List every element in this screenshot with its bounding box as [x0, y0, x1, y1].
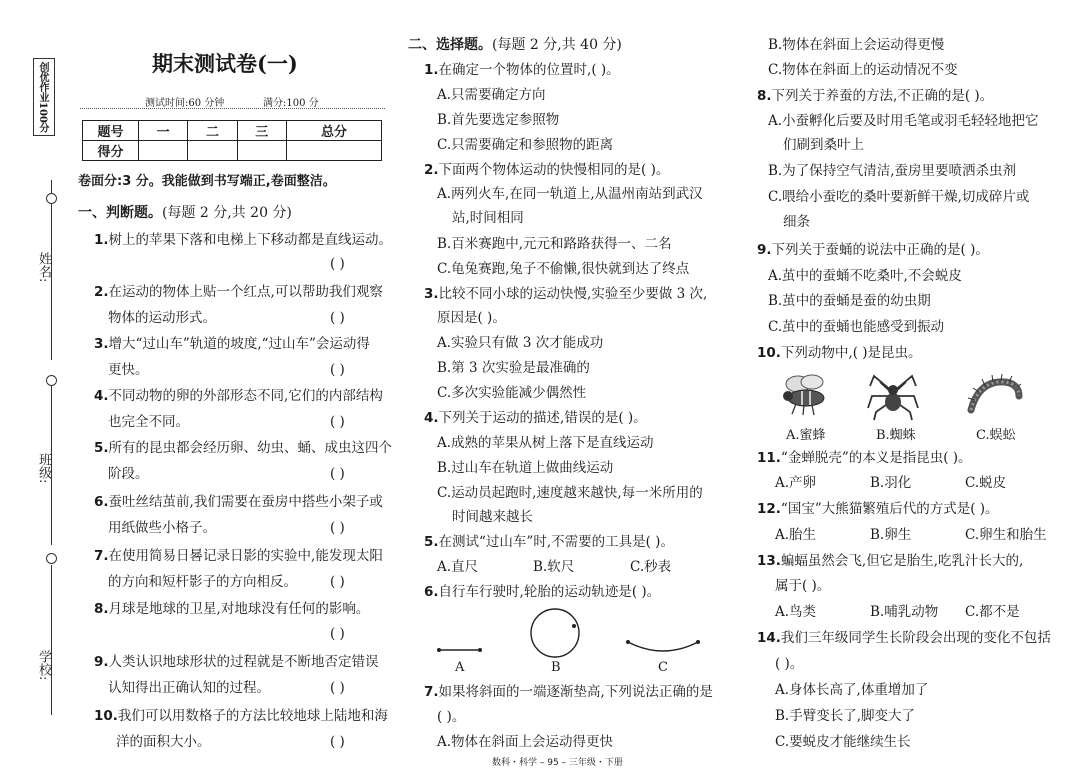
- judge-q10-line2: 洋的面积大小。: [116, 734, 211, 750]
- choice-q9-option-a[interactable]: A.茧中的蚕蛹不吃桑叶,不会蜕皮: [768, 268, 962, 284]
- spider-head: [888, 385, 898, 395]
- bee-illustration: [776, 370, 836, 420]
- choice-q13: 13.蝙蝠虽然会飞,但它是胎生,吃乳汁长大的,: [757, 553, 1024, 569]
- choice-q11-option-c[interactable]: C.蜕皮: [965, 475, 1007, 491]
- choice-q4-option-c[interactable]: C.运动员起跑时,速度越来越快,每一米所用的: [437, 485, 703, 501]
- choice-q2-option-a-line2: 站,时间相同: [452, 210, 524, 226]
- choice-q5: 5.在测试“过山车”时,不需要的工具是( )。: [424, 534, 674, 550]
- judge-q1: 1.树上的苹果下落和电梯上下移动都是直线运动。: [94, 232, 393, 248]
- judge-q4-line2: 也完全不同。: [108, 414, 189, 430]
- answer-paren-q5[interactable]: ( ): [330, 466, 345, 482]
- choice-q3: 3.比较不同小球的运动快慢,实验至少要做 3 次,: [424, 286, 708, 302]
- trajectory-label-b[interactable]: B: [551, 660, 561, 675]
- answer-paren-q9[interactable]: ( ): [330, 680, 345, 696]
- judge-q4: 4.不同动物的卵的外部形态不同,它们的内部结构: [94, 388, 383, 404]
- trajectory-c-arc: [628, 642, 698, 651]
- choice-q14-line2: ( )。: [775, 656, 804, 672]
- choice-q8-option-c[interactable]: C.喂给小蚕吃的桑叶要新鲜干燥,切成碎片或: [768, 189, 1030, 205]
- choice-q12: 12.“国宝”大熊猫繁殖后代的方式是( )。: [757, 501, 999, 517]
- page-title: 期末测试卷(一): [152, 51, 298, 76]
- choice-q7-option-b[interactable]: B.物体在斜面上会运动得更慢: [768, 37, 945, 53]
- choice-q7: 7.如果将斜面的一端逐渐垫高,下列说法正确的是: [424, 684, 713, 700]
- choice-q3-option-b[interactable]: B.第 3 次实验是最准确的: [437, 360, 590, 376]
- choice-q9: 9.下列关于蚕蛹的说法中正确的是( )。: [757, 242, 989, 258]
- choice-q8-option-b[interactable]: B.为了保持空气清洁,蚕房里要喷洒杀虫剂: [768, 163, 1017, 179]
- choice-q14: 14.我们三年级同学生长阶段会出现的变化不包括: [757, 630, 1051, 646]
- choice-q5-option-c[interactable]: C.秒表: [630, 559, 672, 575]
- answer-paren-q6[interactable]: ( ): [330, 520, 345, 536]
- page-footer: 数科・科学 – 95 – 三年级・下册: [492, 758, 623, 768]
- choice-q14-option-c[interactable]: C.要蜕皮才能继续生长: [775, 734, 911, 750]
- class-label: 班级:: [36, 453, 51, 484]
- score-cell[interactable]: [237, 141, 286, 161]
- choice-q10-option-c[interactable]: C.蜈蚣: [976, 428, 1016, 443]
- title-divider: [80, 108, 385, 109]
- choice-q13-option-a[interactable]: A.鸟类: [775, 604, 817, 620]
- choice-q1: 1.在确定一个物体的位置时,( )。: [424, 62, 620, 78]
- choice-q6: 6.自行车行驶时,轮胎的运动轨迹是( )。: [424, 584, 661, 600]
- choice-q14-option-a[interactable]: A.身体长高了,体重增加了: [775, 682, 929, 698]
- choice-q3-option-c[interactable]: C.多次实验能减少偶然性: [437, 385, 587, 401]
- judge-q5: 5.所有的昆虫都会经历卵、幼虫、蛹、成虫这四个: [94, 440, 393, 456]
- score-cell[interactable]: [139, 141, 188, 161]
- choice-q1-option-c[interactable]: C.只需要确定和参照物的距离: [437, 137, 614, 153]
- choice-q13-line2: 属于( )。: [775, 578, 831, 594]
- name-label: 姓名:: [36, 252, 51, 283]
- choice-q3-option-a[interactable]: A.实验只有做 3 次才能成功: [437, 335, 604, 351]
- answer-paren-q4[interactable]: ( ): [330, 414, 345, 430]
- choice-q2-option-a[interactable]: A.两列火车,在同一轨道上,从温州南站到武汉: [437, 186, 703, 202]
- choice-q2-option-b[interactable]: B.百米赛跑中,元元和路路获得一、二名: [437, 236, 672, 252]
- trajectory-c-start: [626, 640, 630, 644]
- school-label: 学校:: [36, 650, 51, 681]
- choice-q4: 4.下列关于运动的描述,错误的是( )。: [424, 410, 647, 426]
- spider-abdomen: [885, 393, 901, 411]
- judge-q7-line2: 的方向和短杆影子的方向相反。: [108, 574, 297, 590]
- choice-q12-option-c[interactable]: C.卵生和胎生: [965, 527, 1047, 543]
- judge-q3: 3.增大“过山车”轨道的坡度,“过山车”会运动得: [94, 336, 370, 352]
- choice-q11-option-b[interactable]: B.羽化: [870, 475, 912, 491]
- judge-q6: 6.蚕吐丝结茧前,我们需要在蚕房中搭些小架子或: [94, 494, 383, 510]
- judge-q5-line2: 阶段。: [108, 466, 149, 482]
- answer-paren-q7[interactable]: ( ): [330, 574, 345, 590]
- score-header-2: 二: [188, 121, 237, 141]
- choice-q2-option-c[interactable]: C.龟兔赛跑,兔子不偷懒,很快就到达了终点: [437, 261, 690, 277]
- trajectory-figures: [425, 602, 725, 682]
- choice-q8-option-c-line2: 细条: [783, 214, 810, 230]
- choice-q7-option-a[interactable]: A.物体在斜面上会运动得更快: [437, 734, 614, 750]
- score-header-3: 三: [237, 121, 286, 141]
- judge-q3-line2: 更快。: [108, 362, 149, 378]
- section1-heading: [78, 202, 292, 222]
- binding-hole-1: [46, 193, 57, 204]
- judge-q6-line2: 用纸做些小格子。: [108, 520, 216, 536]
- choice-q9-option-b[interactable]: B.茧中的蚕蛹是蚕的幼虫期: [768, 293, 931, 309]
- answer-paren-q2[interactable]: ( ): [330, 310, 345, 326]
- answer-paren-q10[interactable]: ( ): [330, 734, 345, 750]
- answer-paren-q1[interactable]: ( ): [330, 256, 345, 272]
- choice-q14-option-b[interactable]: B.手臂变长了,脚变大了: [775, 708, 916, 724]
- judge-q9: 9.人类认识地球形状的过程就是不断地否定错误: [94, 654, 379, 670]
- judge-q9-line2: 认知得出正确认知的过程。: [108, 680, 270, 696]
- spider-illustration: [866, 368, 920, 422]
- choice-q9-option-c[interactable]: C.茧中的蚕蛹也能感受到振动: [768, 319, 945, 335]
- choice-q12-option-a[interactable]: A.胎生: [775, 527, 817, 543]
- brand-label: 创优作业100分: [37, 62, 48, 133]
- section2-note: (每题 2 分,共 40 分): [492, 37, 622, 53]
- choice-q4-option-a[interactable]: A.成熟的苹果从树上落下是直线运动: [437, 435, 654, 451]
- choice-q8: 8.下列关于养蚕的方法,不正确的是( )。: [757, 88, 994, 104]
- trajectory-c-end: [696, 640, 700, 644]
- sidebar-line-3: [51, 565, 52, 715]
- choice-q1-option-b[interactable]: B.首先要选定参照物: [437, 112, 560, 128]
- trajectory-label-a[interactable]: A: [455, 660, 465, 675]
- choice-q11: 11.“金蝉脱壳”的本义是指昆虫( )。: [757, 450, 972, 466]
- section2-heading: [408, 34, 622, 54]
- judge-q10: 10.我们可以用数格子的方法比较地球上陆地和海: [94, 708, 388, 724]
- section1-note: (每题 2 分,共 20 分): [162, 205, 292, 221]
- choice-q8-option-a-line2: 们刷到桑叶上: [783, 137, 864, 153]
- score-cell[interactable]: [188, 141, 237, 161]
- choice-q8-option-a[interactable]: A.小蚕孵化后要及时用毛笔或羽毛轻轻地把它: [768, 113, 1039, 129]
- choice-q13-option-b[interactable]: B.哺乳动物: [870, 604, 939, 620]
- full-score: 满分:100 分: [263, 98, 319, 109]
- bee-body: [788, 390, 824, 406]
- choice-q4-option-c-line2: 时间越来越长: [452, 509, 533, 525]
- bee-head: [783, 391, 793, 401]
- section2-title: 二、选择题。: [408, 37, 492, 53]
- choice-q12-option-b[interactable]: B.卵生: [870, 527, 912, 543]
- choice-q2: 2.下面两个物体运动的快慢相同的是( )。: [424, 162, 670, 178]
- score-header-1: 一: [139, 121, 188, 141]
- choice-q5-option-a[interactable]: A.直尺: [437, 559, 479, 575]
- test-time: 测试时间:60 分钟: [145, 98, 225, 109]
- bee-wing-right: [801, 375, 823, 389]
- choice-q3-line2: 原因是( )。: [437, 310, 506, 326]
- section1-title: 一、判断题。: [78, 205, 162, 221]
- judge-q2-line2: 物体的运动形式。: [108, 310, 216, 326]
- choice-q7-option-c[interactable]: C.物体在斜面上的运动情况不变: [768, 62, 958, 78]
- choice-q13-option-c[interactable]: C.都不是: [965, 604, 1020, 620]
- judge-q7: 7.在使用简易日晷记录日影的实验中,能发现太阳: [94, 548, 383, 564]
- score-header-label: 题号: [83, 121, 139, 141]
- choice-q1-option-a[interactable]: A.只需要确定方向: [437, 87, 546, 103]
- score-row-label: 得分: [83, 141, 139, 161]
- choice-q11-option-a[interactable]: A.产卵: [775, 475, 817, 491]
- trajectory-a-start: [437, 648, 441, 652]
- score-header-total: 总分: [286, 121, 381, 141]
- answer-paren-q8[interactable]: ( ): [330, 626, 345, 642]
- choice-q5-option-b[interactable]: B.软尺: [533, 559, 575, 575]
- score-table: [82, 120, 382, 161]
- choice-q10-option-a[interactable]: A.蜜蜂: [786, 428, 826, 443]
- judge-q2: 2.在运动的物体上贴一个红点,可以帮助我们观察: [94, 284, 383, 300]
- trajectory-a-end: [478, 648, 482, 652]
- binding-hole-3: [46, 553, 57, 564]
- score-cell[interactable]: [286, 141, 381, 161]
- judge-q8: 8.月球是地球的卫星,对地球没有任何的影响。: [94, 601, 370, 617]
- trajectory-b-circle: [531, 609, 579, 657]
- trajectory-b-point: [572, 624, 576, 628]
- neatness-note: 卷面分:3 分。我能做到书写端正,卷面整洁。: [78, 174, 336, 189]
- choice-q7-line2: ( )。: [437, 709, 466, 725]
- choice-q4-option-b[interactable]: B.过山车在轨道上做曲线运动: [437, 460, 614, 476]
- choice-q10-option-b[interactable]: B.蜘蛛: [876, 428, 916, 443]
- answer-paren-q3[interactable]: ( ): [330, 362, 345, 378]
- centipede-illustration: [965, 370, 1025, 418]
- choice-q10: 10.下列动物中,( )是昆虫。: [757, 345, 922, 361]
- trajectory-label-c[interactable]: C: [658, 660, 668, 675]
